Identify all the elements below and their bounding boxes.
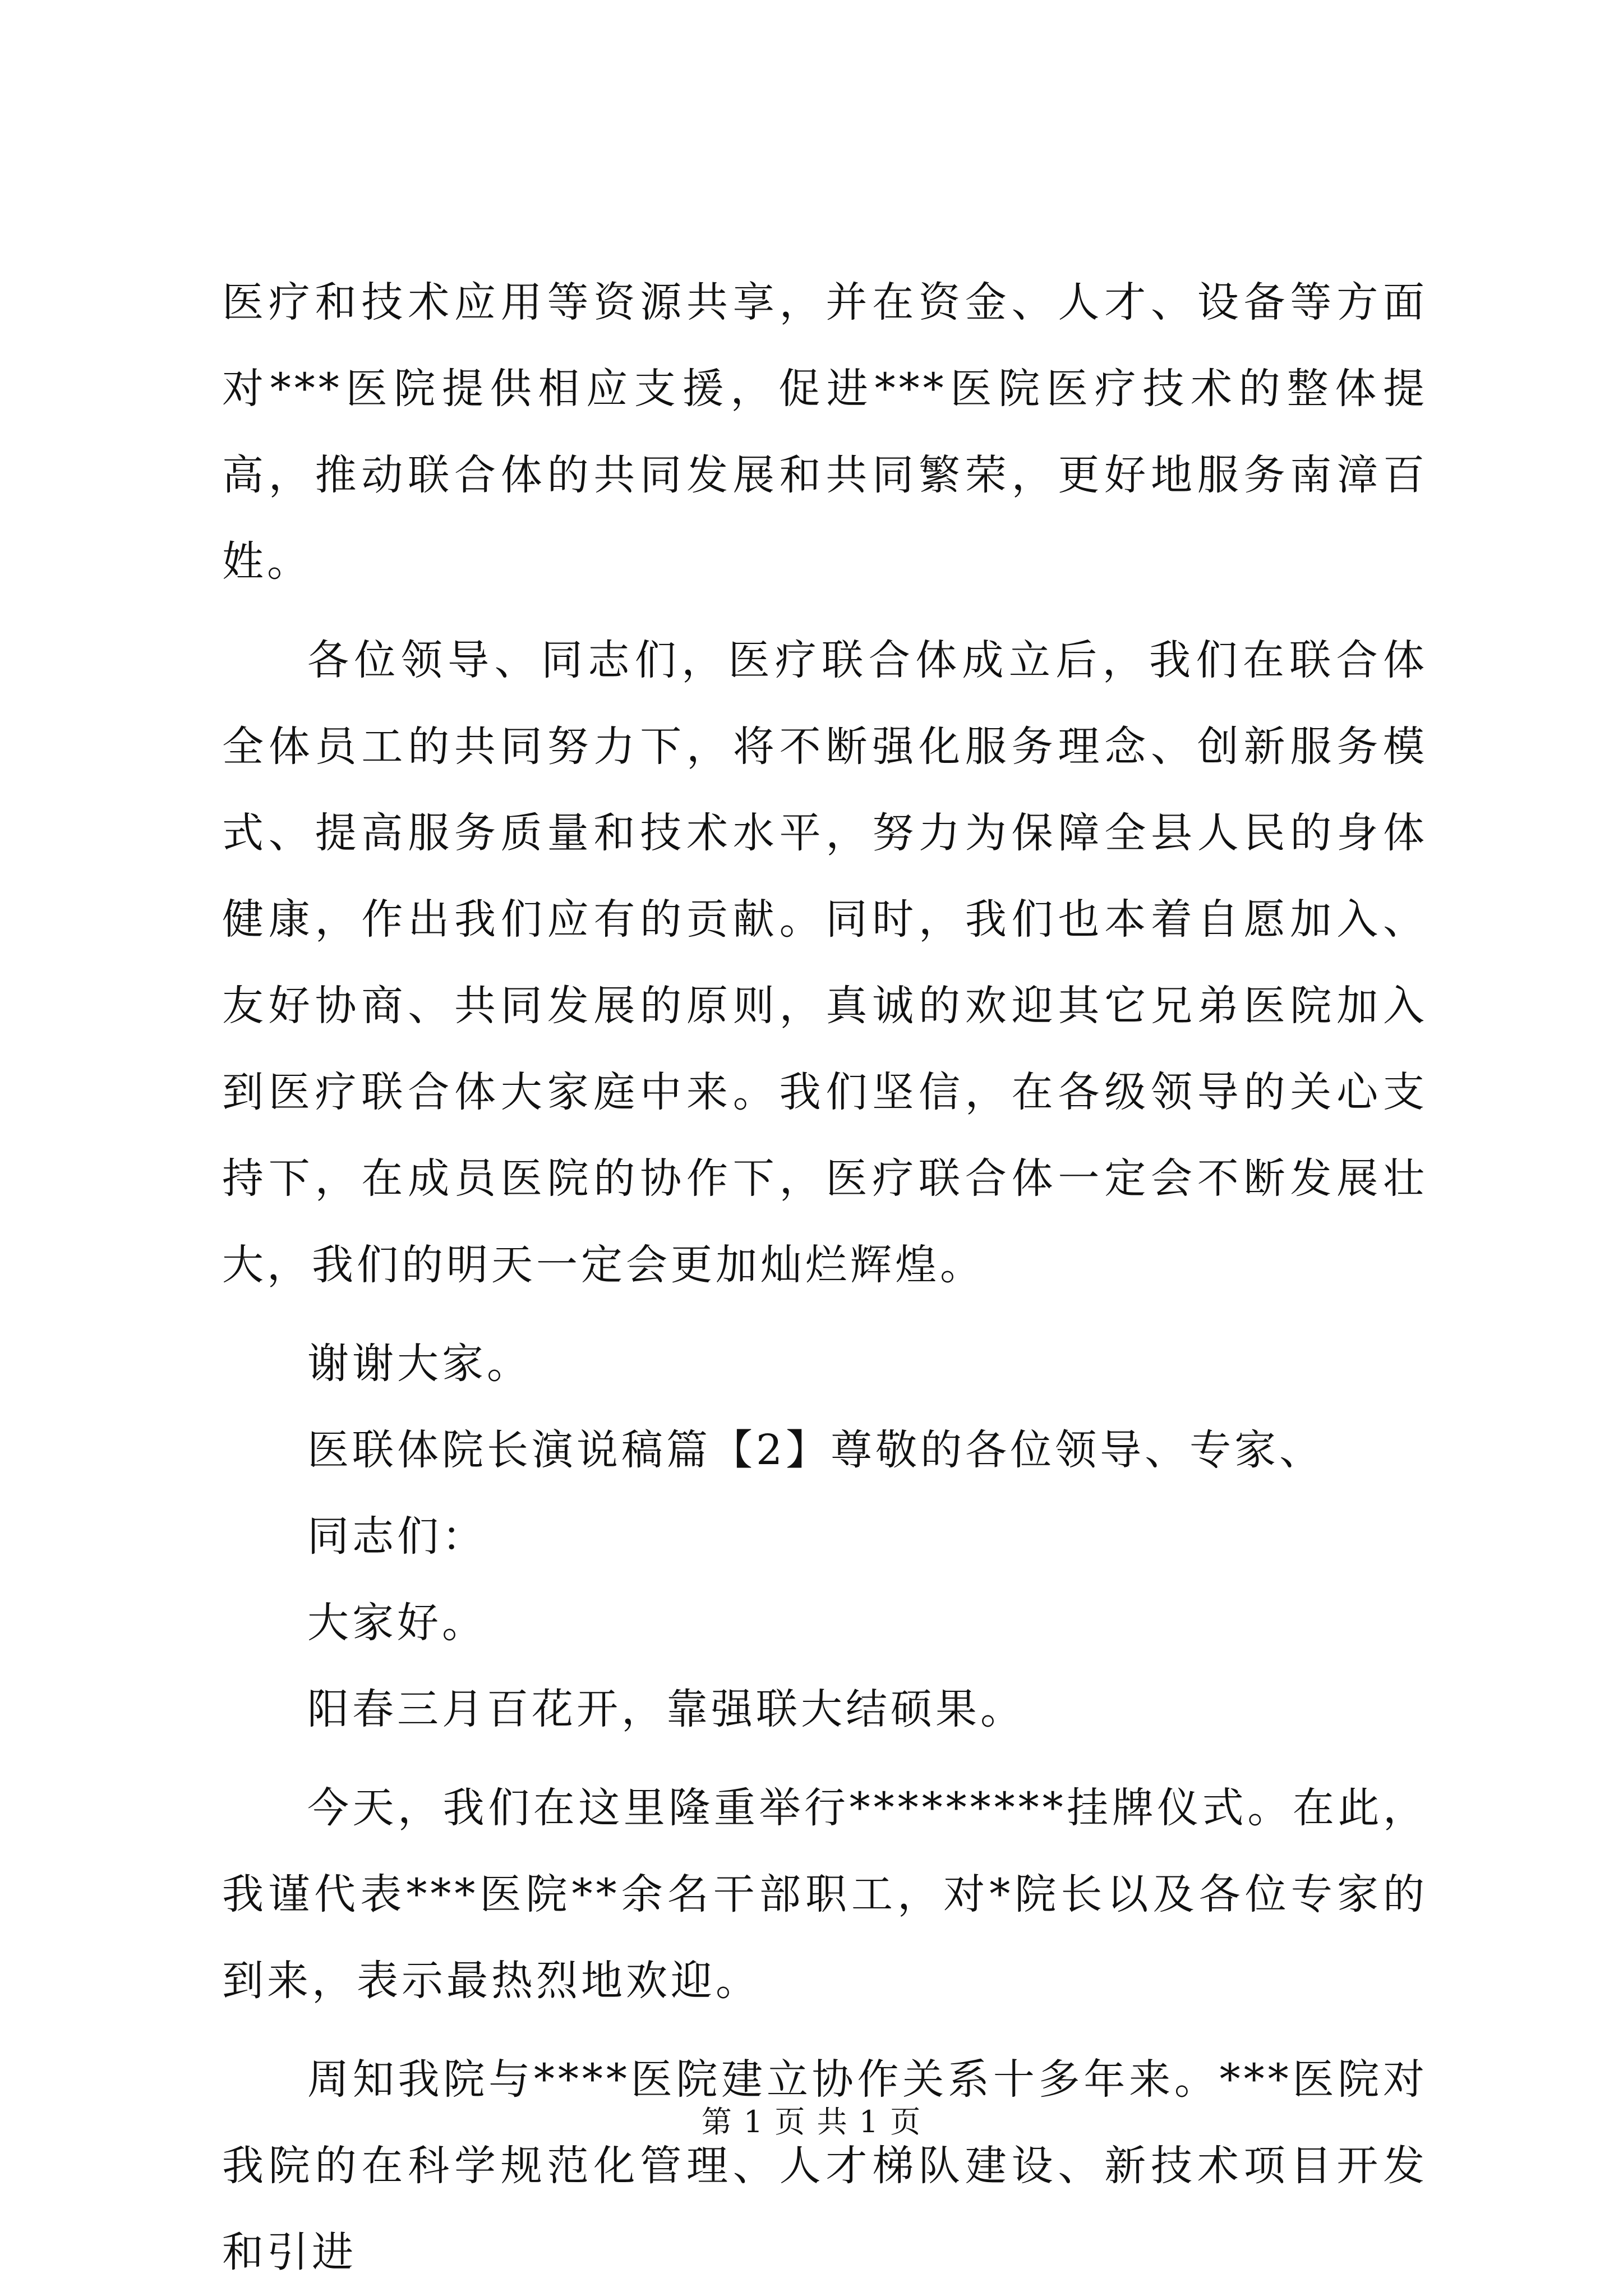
paragraph-6: 大家好。 xyxy=(307,1599,487,1647)
paragraph-8: 今天，我们在这里隆重举行*********挂牌仪式。在此，我谨代表***医院**余名干部职工，对*院长以及各位专家的到来，表示最热烈地欢迎。 xyxy=(222,1784,1428,2005)
paragraph-4: 医联体院长演说稿篇【2】尊敬的各位领导、专家、 xyxy=(307,1426,1325,1474)
paragraph-7: 阳春三月百花开，靠强联大结硕果。 xyxy=(307,1685,1025,1733)
paragraph-3: 谢谢大家。 xyxy=(307,1340,532,1388)
paragraph-1: 医疗和技术应用等资源共享，并在资金、人才、设备等方面对***医院提供相应支援，促进***医院医疗技术的整体提高，推动联合体的共同发展和共同繁荣，更好地服务南漳百姓。 xyxy=(222,278,1428,586)
paragraph-5: 同志们： xyxy=(307,1512,487,1561)
paragraph-2: 各位领导、同志们，医疗联合体成立后，我们在联合体全体员工的共同努力下，将不断强化服务理念、创新服务模式、提高服务质量和技术水平，努力为保障全县人民的身体健康，作出我们应有的贡献。同时，我们也本着自愿加入、友好协商、共同发展的原则，真诚的欢迎其它兄弟医院加入到医疗联合体大家庭中来。我们坚信，在各级领导的关心支持下，在成员医院的协作下，医疗联合体一定会不断发展壮大，我们的明天一定会更加灿烂辉煌。 xyxy=(222,636,1428,1289)
paragraph-9: 周知我院与****医院建立协作关系十多年来。***医院对我院的在科学规范化管理、人才梯队建设、新技术项目开发和引进 xyxy=(222,2055,1428,2276)
document-body xyxy=(222,259,1428,2295)
page-footer: 第 1 页 共 1 页 xyxy=(701,2104,922,2139)
